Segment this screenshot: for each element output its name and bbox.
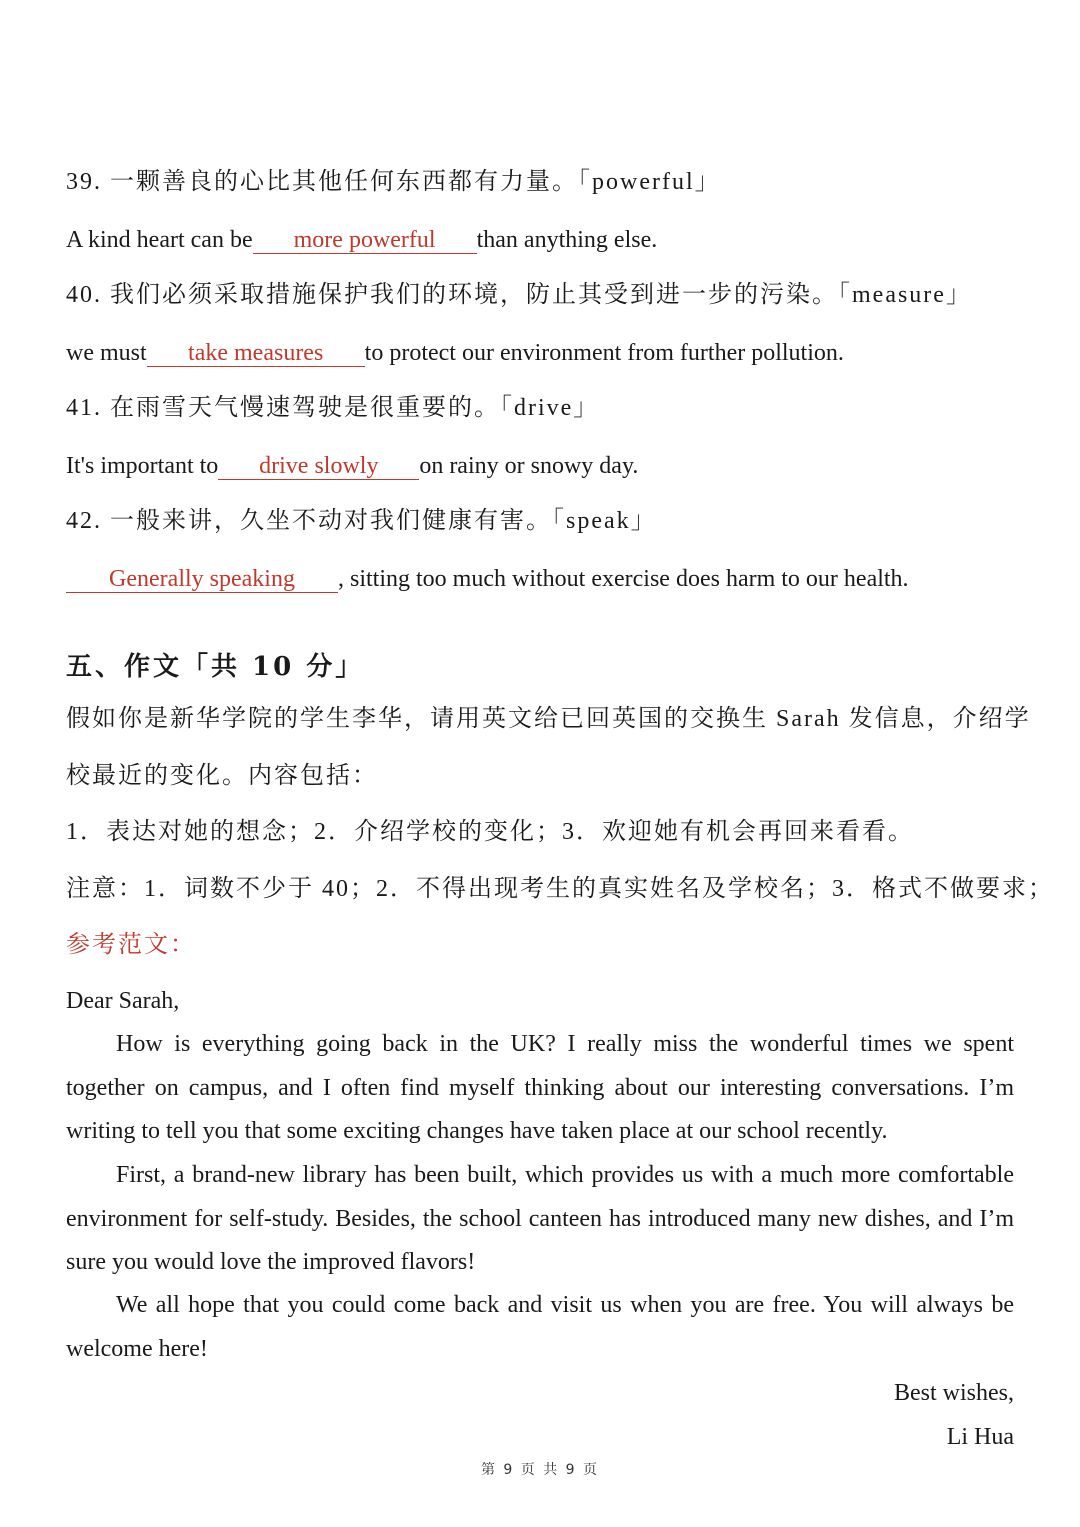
writing-instruction-line-1: 假如你是新华学院的学生李华，请用英文给已回英国的交换生 Sarah 发信息，介绍学 <box>66 706 1031 732</box>
question-41-answer: drive slowly <box>218 453 419 480</box>
letter-paragraph-3: We all hope that you could come back and visit us when you are free. You will always be welcome here! <box>66 1292 1014 1362</box>
question-39-answer: more powerful <box>253 227 477 254</box>
question-41-sentence <box>66 450 638 482</box>
question-40-answer: take measures <box>147 340 365 367</box>
question-41-before: It's important to <box>66 453 219 479</box>
question-40-sentence <box>66 337 844 369</box>
question-39-sentence <box>66 224 657 256</box>
question-41-prompt: 41. 在雨雪天气慢速驾驶是很重要的。「drive」 <box>66 395 600 421</box>
page-footer: 第 9 页 共 9 页 <box>480 1462 600 1478</box>
question-40-prompt: 40. 我们必须采取措施保护我们的环境，防止其受到进一步的污染。「measure」 <box>66 282 972 308</box>
writing-instruction-line-2: 校最近的变化。内容包括： <box>66 763 378 789</box>
writing-notes: 注意：1．词数不少于 40；2．不得出现考生的真实姓名及学校名；3．格式不做要求； <box>66 876 1054 902</box>
question-40-before: we must <box>66 340 147 366</box>
question-39-after: than anything else. <box>476 227 658 253</box>
reference-label: 参考范文： <box>66 932 196 958</box>
writing-requirements: 1．表达对她的想念；2．介绍学校的变化；3．欢迎她有机会再回来看看。 <box>66 819 914 845</box>
letter-paragraph-2: First, a brand-new library has been built, which provides us with a much more comfortable environment for self-study. Besides, the school canteen has introduced many new dishes, and I’m sure you would love the improved flavors! <box>66 1162 1014 1275</box>
question-42-after: , sitting too much without exercise does harm to our health. <box>338 566 909 592</box>
letter-paragraph-1: How is everything going back in the UK? I really miss the wonderful times we spent together on campus, and I often find myself thinking about our interesting conversations. I’m writing to tell you that some exciting changes have taken place at our school recently. <box>66 1031 1014 1144</box>
question-42-sentence <box>66 563 909 595</box>
letter-greeting: Dear Sarah, <box>66 988 180 1014</box>
question-42-answer: Generally speaking <box>66 566 338 593</box>
section-title: 五、作文「共 10 分」 <box>66 652 365 682</box>
letter-signature: Li Hua <box>946 1424 1014 1450</box>
question-41-after: on rainy or snowy day. <box>419 453 639 479</box>
question-39-prompt: 39. 一颗善良的心比其他任何东西都有力量。「powerful」 <box>66 169 721 195</box>
question-40-after: to protect our environment from further pollution. <box>364 340 844 366</box>
question-39-before: A kind heart can be <box>66 227 253 253</box>
letter-closing: Best wishes, <box>894 1380 1014 1406</box>
question-42-prompt: 42. 一般来讲，久坐不动对我们健康有害。「speak」 <box>66 508 657 534</box>
